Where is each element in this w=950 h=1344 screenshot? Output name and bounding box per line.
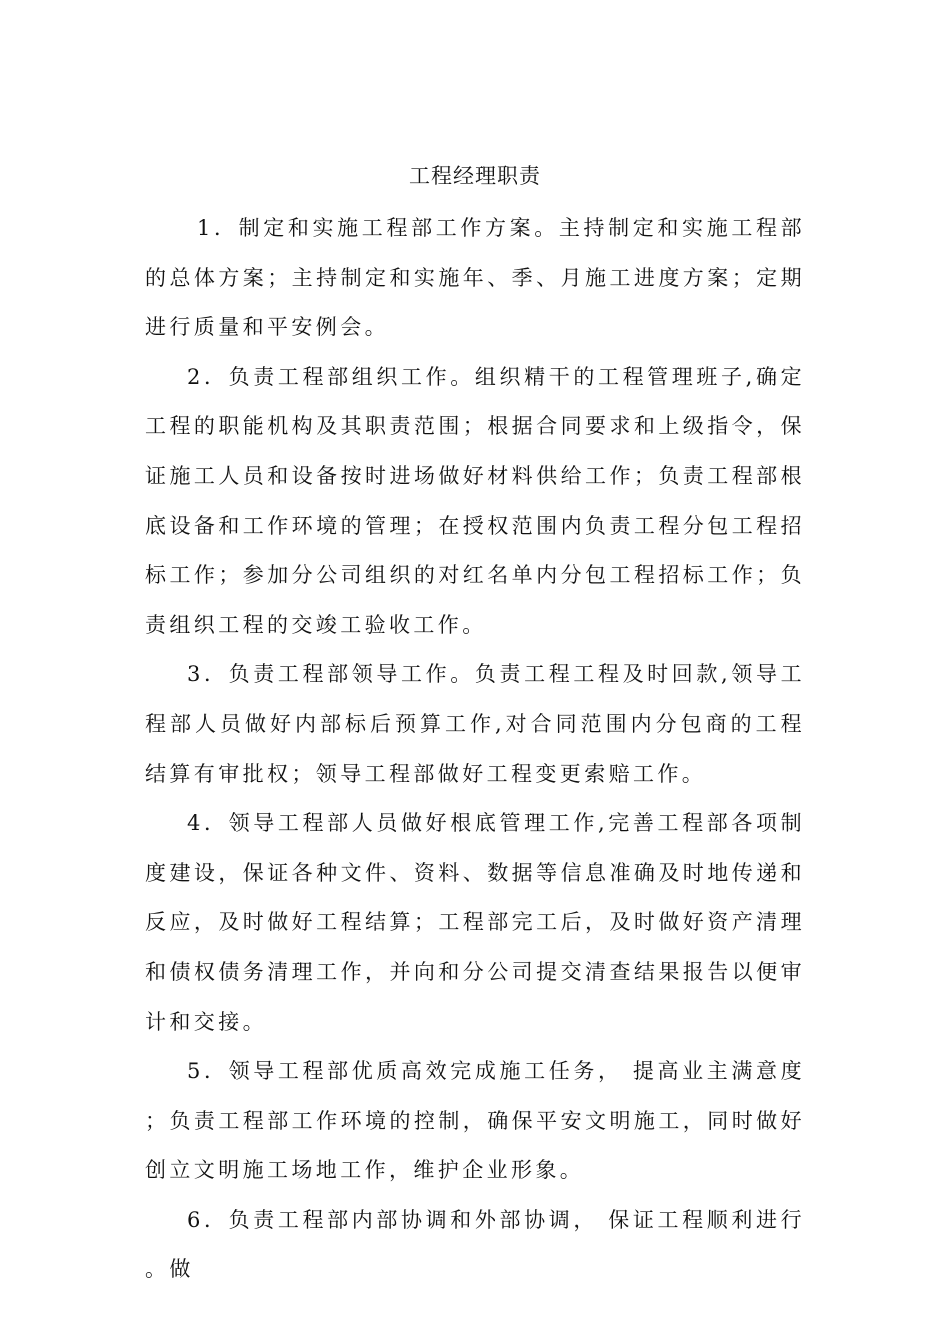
document-body	[145, 204, 805, 1295]
paragraph-6: 6．负责工程部内部协调和外部协调， 保证工程顺利进行。做	[145, 1207, 805, 1282]
page-title: 工程经理职责	[409, 164, 541, 188]
paragraph-3: 3．负责工程部领导工作。负责工程工程及时回款,领导工程部人员做好内部标后预算工作,对合同范围内分包商的工程结算有审批权；领导工程部做好工程变更索赔工作。	[145, 662, 805, 786]
paragraph-1: 1．制定和实施工程部工作方案。主持制定和实施工程部的总体方案；主持制定和实施年、季、月施工进度方案；定期进行质量和平安例会。	[145, 216, 805, 340]
paragraph-2: 2．负责工程部组织工作。组织精干的工程管理班子,确定工程的职能机构及其职责范围；根据合同要求和上级指令，保证施工人员和设备按时进场做好材料供给工作；负责工程部根底设备和工作环境的管理；在授权范围内负责工程分包工程招标工作；参加分公司组织的对红名单内分包工程招标工作；负责组织工程的交竣工验收工作。	[145, 364, 805, 637]
paragraph-5: 5．领导工程部优质高效完成施工任务， 提高业主满意度；负责工程部工作环境的控制，确保平安文明施工，同时做好创立文明施工场地工作，维护企业形象。	[145, 1059, 805, 1183]
paragraph-4: 4．领导工程部人员做好根底管理工作,完善工程部各项制度建设，保证各种文件、资料、数据等信息准确及时地传递和反应，及时做好工程结算；工程部完工后，及时做好资产清理和债权债务清理工作，并向和分公司提交清查结果报告以便审计和交接。	[145, 811, 805, 1034]
